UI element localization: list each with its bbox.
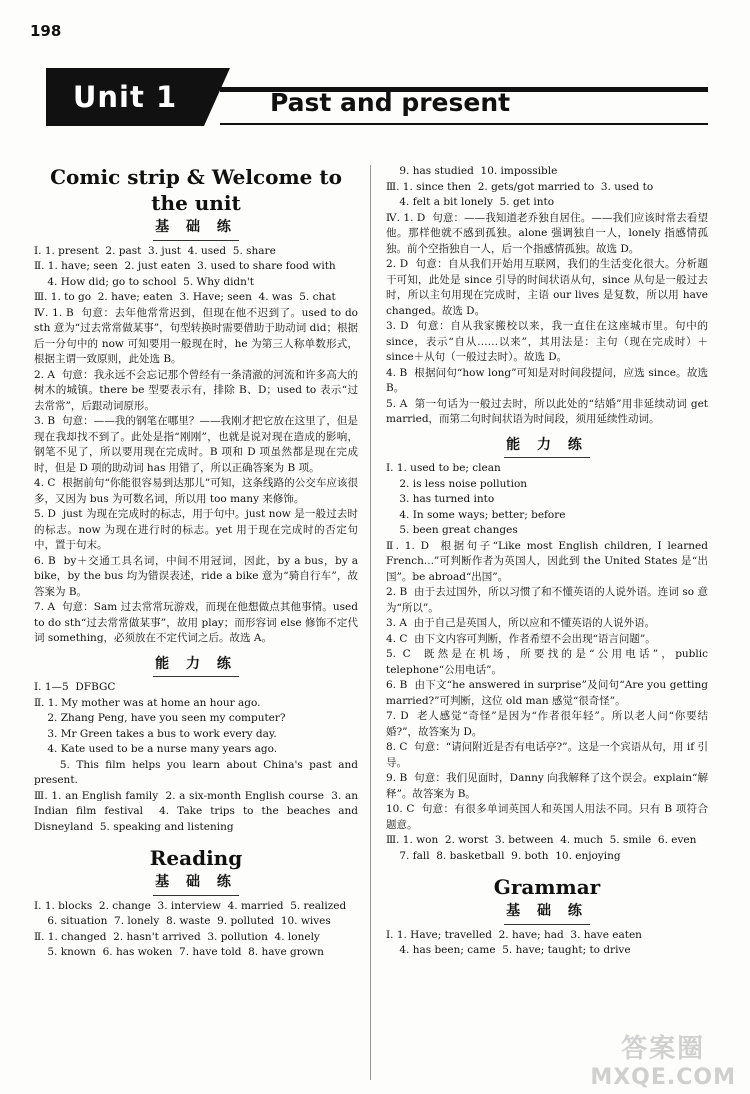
answer-line: 4. In some ways; better; before bbox=[386, 508, 566, 521]
answer-line: 5. This film helps you learn about China's past and present. bbox=[34, 758, 362, 786]
answer-line: 5. been great changes bbox=[386, 524, 518, 536]
answers-reading-list bbox=[34, 899, 358, 961]
answer-line: 9. B 句意：我们见面时，Danny 向我解释了这个误会。explain“解释”。故答案为 B。 bbox=[386, 772, 708, 800]
answer-line: Ⅰ. 1. blocks 2. change 3. interview 4. married 5. realized bbox=[34, 899, 347, 912]
answer-line: 9. has studied 10. impossible bbox=[386, 165, 558, 177]
answer-line: 10. C 句意：有很多单词英国人和英国人用法不同。只有 B 项符合题意。 bbox=[386, 803, 708, 831]
answer-line: Ⅰ. 1—5 DFBGC bbox=[34, 681, 116, 693]
answer-line: 4. C 根据前句“你能很容易到达那儿”可知，这条线路的公交车应该很多，又因为 bus 为可数名词，所以用 too many 来修饰。 bbox=[34, 477, 358, 505]
answer-line: Ⅰ. 1. present 2. past 3. just 4. used 5. share bbox=[34, 244, 276, 257]
answer-line: 5. C 既然是在机场，所要找的是“公用电话”，public telephone“公用电话”。 bbox=[386, 648, 712, 676]
answer-line: 7. D 老人感觉“奇怪”是因为“作者很年轻”。所以老人问“你要结婚?”，故答案为 D。 bbox=[386, 710, 708, 738]
answer-line: 4. B 根据问句“how long”可知是对时间段提问，应选 since。故选 B。 bbox=[386, 366, 712, 394]
answer-line: 4. C 由下文内容可判断，作者希望不会出现“语言问题”。 bbox=[386, 632, 656, 645]
answer-line: Ⅱ. 1. D 根据句子“Like most English children, I learned French...”可判断作者为英国人，因此到 the United States 是“出国”。be abroad“出国”。 bbox=[386, 539, 712, 583]
subhead-ability-practice: 能 力 练 bbox=[34, 657, 358, 673]
answer-line: Ⅲ. 1. an English family 2. a six-month English course 3. an Indian film festival 4. Take trips to the beaches and Disneyland 5. speaking and listening bbox=[34, 789, 362, 833]
watermark: 答案圈 MXQE.COM bbox=[590, 1034, 736, 1090]
answers-basic-list bbox=[34, 244, 362, 647]
subhead-basic-practice: 基 础 练 bbox=[34, 220, 358, 236]
answer-line: Ⅲ. 1. since then 2. gets/got married to 3. used to bbox=[386, 180, 654, 193]
answer-line: 6. B by＋交通工具名词，中间不用冠词，因此，by a bus，by a bike，by the bus 均为错误表述，ride a bike 意为“骑自行车”，故答案为 B。 bbox=[34, 554, 362, 598]
answer-line: 7. A 句意：Sam 过去常常玩游戏，而现在他想做点其他事情。used to do sth“过去常常做某事”，故用 play；而形容词 else 修饰不定代词 something，必须放在不定代词之后。故选 A。 bbox=[34, 601, 362, 644]
left-column bbox=[34, 160, 362, 961]
answer-line: 2. is less noise pollution bbox=[386, 477, 528, 490]
answer-line: 6. situation 7. lonely 8. waste 9. polluted 10. wives bbox=[34, 915, 331, 927]
page-number: 198 bbox=[30, 22, 62, 40]
answer-line: 2. B 由于去过国外，所以习惯了和不懂英语的人说外语。连词 so 意为“所以”。 bbox=[386, 586, 708, 614]
answer-line: Ⅳ. 1. B 句意：去年他常常迟到，但现在他不迟到了。used to do sth 意为“过去常常做某事”，句型转换时需要借助于助动词 did；根据后一分句中的 now 可知要用一般现在时，he 为第三人称单数形式，根据主谓一致原则，此处选 B。 bbox=[34, 306, 362, 365]
answers-reading-continued bbox=[386, 164, 712, 428]
answer-line: 2. A 句意：我永远不会忘记那个曾经有一条清澈的河流和许多高大的树木的城镇。there be 型要表示有，排除 B、D；used to 表示“过去常常”，后跟动词原形。 bbox=[34, 368, 358, 412]
answer-line: 8. C 句意：“请问附近是否有电话亭?”。这是一个宾语从句，用 if 引导。 bbox=[386, 741, 708, 769]
answer-line: 6. B 由下文“he answered in surprise”及问句“Are you getting married?”可判断，这位 old man 感觉“很奇怪”。 bbox=[386, 679, 712, 707]
section-title-grammar: Grammar bbox=[493, 875, 601, 899]
answer-line: 3. has turned into bbox=[386, 493, 495, 505]
answer-line: Ⅱ. 1. changed 2. hasn't arrived 3. pollution 4. lonely bbox=[34, 930, 320, 943]
answer-line: 5. D just 为现在完成时的标志，用于句中。just now 是一般过去时的标志。now 为现在进行时的标志。yet 用于现在完成时的否定句中，置于句末。 bbox=[34, 508, 358, 551]
section-title-reading: Reading bbox=[149, 846, 243, 870]
answer-line: 3. A 由于自己是英国人，所以应和不懂英语的人说外语。 bbox=[386, 617, 656, 629]
subhead-reading-ability: 能 力 练 bbox=[386, 438, 708, 454]
answer-line: 3. B 句意：——我的钢笔在哪里？——我刚才把它放在这里了，但是现在我却找不到了。此处是指“刚刚”，也就是说对现在造成的影响，钢笔不见了，所以要用现在完成时。B 项和 D 项虽然都是现在完成时，但是 D 项的助动词 has 用错了，所以正确答案为 B 项。 bbox=[34, 415, 358, 474]
unit-label: Unit 1 bbox=[46, 68, 204, 126]
header-rule-bottom bbox=[220, 123, 708, 125]
unit-title: Past and present bbox=[270, 88, 511, 117]
answer-line: Ⅲ. 1. won 2. worst 3. between 4. much 5. smile 6. even bbox=[386, 834, 697, 846]
answer-line: 4. has been; came 5. have; taught; to drive bbox=[386, 944, 631, 956]
subhead-grammar-basic: 基 础 练 bbox=[386, 904, 708, 920]
answer-line: 3. D 句意：自从我家搬校以来，我一直住在这座城市里。句中的 since，表示“自从……以来”，其用法是：主句（现在完成时）＋ since＋从句（一般过去时）。故选 D。 bbox=[386, 320, 712, 363]
answer-line: 3. Mr Green takes a bus to work every day. bbox=[34, 727, 277, 740]
answer-line: 4. felt a bit lonely 5. get into bbox=[386, 196, 555, 208]
answer-line: 2. Zhang Peng, have you seen my computer? bbox=[34, 712, 286, 724]
answer-line: Ⅱ. 1. My mother was at home an hour ago. bbox=[34, 696, 261, 709]
answer-line: 7. fall 8. basketball 9. both 10. enjoying bbox=[386, 849, 621, 862]
answer-line: 5. known 6. has woken 7. have told 8. have grown bbox=[34, 946, 324, 958]
column-divider bbox=[370, 165, 371, 1080]
answer-line: 4. Kate used to be a nurse many years ago. bbox=[34, 743, 278, 755]
section-title-comic-strip: Comic strip & Welcome to the unit bbox=[50, 165, 342, 215]
answer-line: Ⅰ. 1. Have; travelled 2. have; had 3. have eaten bbox=[386, 928, 642, 941]
answers-grammar-list bbox=[386, 928, 708, 959]
subhead-reading-basic: 基 础 练 bbox=[34, 875, 358, 891]
answer-line: 2. D 句意：自从我们开始用互联网，我们的生活变化很大。分析题干可知，此处是 since 引导的时间状语从句，since 从句是一般过去时，所以主句用现在完成时，主语 our lives 是复数，所以用 have changed。故选 D。 bbox=[386, 258, 712, 317]
answer-line: 4. How did; go to school 5. Why didn't bbox=[34, 275, 255, 288]
right-column bbox=[386, 164, 712, 959]
answer-line: Ⅰ. 1. used to be; clean bbox=[386, 462, 501, 474]
answers-reading-ability-list bbox=[386, 461, 712, 864]
answer-line: Ⅲ. 1. to go 2. have; eaten 3. Have; seen 4. was 5. chat bbox=[34, 291, 336, 303]
answers-ability-list bbox=[34, 680, 362, 835]
answer-line: Ⅳ. 1. D 句意：——我知道老乔独自居住。——我们应该时常去看望他。那样他就不感到孤独。alone 强调独自一人，lonely 指感情孤独。前个空指独自一人，后一个指感情孤独。故选 D。 bbox=[386, 211, 708, 255]
answer-line: 5. A 第一句话为一般过去时，所以此处的“结婚”用非延续动词 get married，而第二句时间状语为时间段，须用延续性动词。 bbox=[386, 397, 712, 425]
answer-line: Ⅱ. 1. have; seen 2. just eaten 3. used to share food with bbox=[34, 260, 336, 272]
